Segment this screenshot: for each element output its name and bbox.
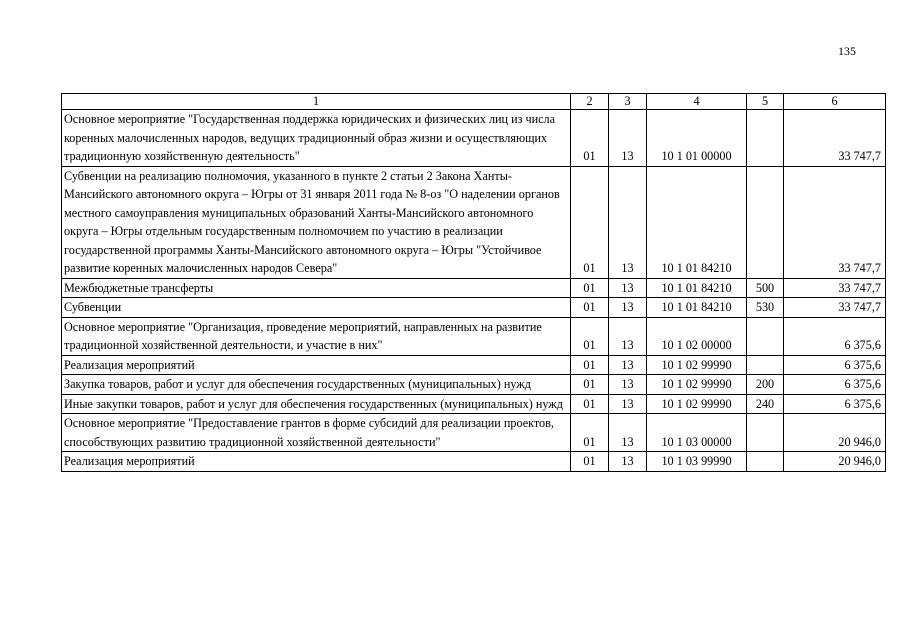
table-header <box>62 94 886 110</box>
table-row <box>62 394 886 414</box>
row-podrazdel: 13 <box>609 452 647 472</box>
row-podrazdel: 13 <box>609 278 647 298</box>
table-row <box>62 452 886 472</box>
header-cell-podrazdel: 3 <box>609 94 647 110</box>
table-row <box>62 375 886 395</box>
row-csr: 10 1 03 99990 <box>647 452 747 472</box>
row-csr: 10 1 02 99990 <box>647 375 747 395</box>
budget-table <box>61 93 886 472</box>
header-cell-name: 1 <box>62 94 571 110</box>
table-row <box>62 110 886 167</box>
row-sum: 6 375,6 <box>784 355 886 375</box>
row-name: Основное мероприятие "Организация, проведение мероприятий, направленных на развитие традиционной хозяйственной деятельности, и участие в них" <box>62 317 571 355</box>
row-razdel: 01 <box>571 414 609 452</box>
row-razdel: 01 <box>571 394 609 414</box>
page-number: 135 <box>838 44 856 58</box>
row-razdel: 01 <box>571 278 609 298</box>
row-csr: 10 1 01 84210 <box>647 278 747 298</box>
row-vr: 200 <box>747 375 784 395</box>
row-name: Субвенции <box>62 298 571 318</box>
row-name: Субвенции на реализацию полномочия, указанного в пункте 2 статьи 2 Закона Ханты-Мансийского автономного округа – Югры от 31 января 2011 года № 8-оз "О наделении органов местного самоуправления муниципальных образований Ханты-Мансийского автономного округа – Югры отдельным государственным полномочием по участию в реализации государственной программы Ханты-Мансийского автономного округа – Югры "Устойчивое развитие коренных малочисленных народов Севера" <box>62 166 571 278</box>
row-csr: 10 1 02 99990 <box>647 355 747 375</box>
row-csr: 10 1 01 00000 <box>647 110 747 167</box>
row-sum: 6 375,6 <box>784 375 886 395</box>
row-podrazdel: 13 <box>609 375 647 395</box>
row-vr: 500 <box>747 278 784 298</box>
row-vr <box>747 452 784 472</box>
row-razdel: 01 <box>571 355 609 375</box>
row-sum: 33 747,7 <box>784 298 886 318</box>
row-podrazdel: 13 <box>609 317 647 355</box>
row-podrazdel: 13 <box>609 298 647 318</box>
row-sum: 33 747,7 <box>784 166 886 278</box>
row-vr <box>747 317 784 355</box>
table-body <box>62 110 886 472</box>
row-razdel: 01 <box>571 166 609 278</box>
row-vr: 240 <box>747 394 784 414</box>
row-sum: 20 946,0 <box>784 452 886 472</box>
row-podrazdel: 13 <box>609 394 647 414</box>
row-razdel: 01 <box>571 110 609 167</box>
row-name: Основное мероприятие "Государственная поддержка юридических и физических лиц из числа коренных малочисленных народов, ведущих традиционный образ жизни и осуществляющих традиционную хозяйственную деятельность" <box>62 110 571 167</box>
row-podrazdel: 13 <box>609 355 647 375</box>
header-cell-csr: 4 <box>647 94 747 110</box>
row-name: Основное мероприятие "Предоставление грантов в форме субсидий для реализации проектов, способствующих развитию традиционной хозяйственной деятельности" <box>62 414 571 452</box>
row-podrazdel: 13 <box>609 166 647 278</box>
row-vr: 530 <box>747 298 784 318</box>
header-cell-vr: 5 <box>747 94 784 110</box>
row-sum: 20 946,0 <box>784 414 886 452</box>
row-razdel: 01 <box>571 298 609 318</box>
row-name: Закупка товаров, работ и услуг для обеспечения государственных (муниципальных) нужд <box>62 375 571 395</box>
row-name: Иные закупки товаров, работ и услуг для обеспечения государственных (муниципальных) нужд <box>62 394 571 414</box>
row-sum: 6 375,6 <box>784 317 886 355</box>
row-name: Межбюджетные трансферты <box>62 278 571 298</box>
table-row <box>62 166 886 278</box>
table-row <box>62 278 886 298</box>
row-csr: 10 1 01 84210 <box>647 166 747 278</box>
table-row <box>62 355 886 375</box>
row-csr: 10 1 02 00000 <box>647 317 747 355</box>
row-podrazdel: 13 <box>609 110 647 167</box>
row-csr: 10 1 03 00000 <box>647 414 747 452</box>
row-podrazdel: 13 <box>609 414 647 452</box>
row-razdel: 01 <box>571 375 609 395</box>
header-cell-razdel: 2 <box>571 94 609 110</box>
row-sum: 33 747,7 <box>784 110 886 167</box>
row-razdel: 01 <box>571 317 609 355</box>
row-sum: 6 375,6 <box>784 394 886 414</box>
header-row <box>62 94 886 110</box>
table-row <box>62 414 886 452</box>
row-name: Реализация мероприятий <box>62 452 571 472</box>
row-vr <box>747 414 784 452</box>
table-row <box>62 317 886 355</box>
row-csr: 10 1 01 84210 <box>647 298 747 318</box>
row-vr <box>747 110 784 167</box>
header-cell-sum: 6 <box>784 94 886 110</box>
row-csr: 10 1 02 99990 <box>647 394 747 414</box>
row-vr <box>747 166 784 278</box>
row-sum: 33 747,7 <box>784 278 886 298</box>
row-vr <box>747 355 784 375</box>
table-row <box>62 298 886 318</box>
row-razdel: 01 <box>571 452 609 472</box>
row-name: Реализация мероприятий <box>62 355 571 375</box>
